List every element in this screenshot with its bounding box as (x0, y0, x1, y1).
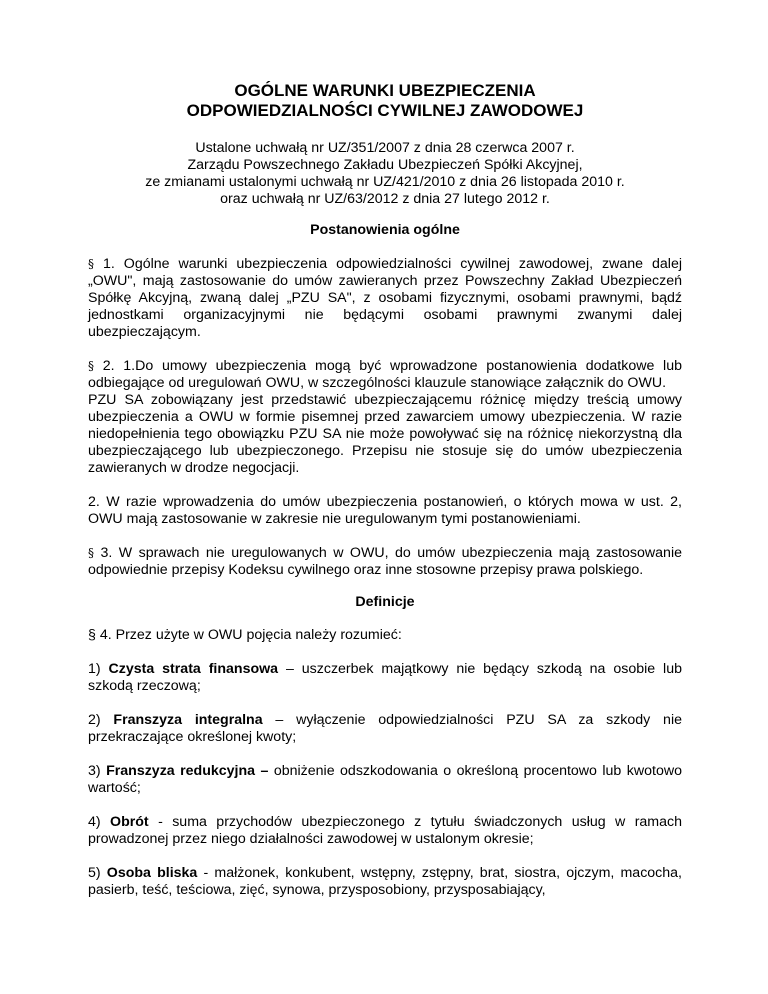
paragraph-3-text: 3. W sprawach nie uregulowanych w OWU, do umów ubezpieczenia mają zastosowanie odpowiednie przepisy Kodeksu cywilnego oraz inne stosowne przepisy prawa polskiego. (88, 545, 682, 578)
definition-item (88, 814, 682, 848)
definition-number: 1) (88, 661, 101, 677)
title-line-2: ODPOWIEDZIALNOŚCI CYWILNEJ ZAWODOWEJ (186, 101, 584, 120)
definition-text: obniżenie odszkodowania o określoną procentowo lub kwotowo wartość; (88, 763, 682, 796)
adoption-line-2: Zarządu Powszechnego Zakładu Ubezpieczeń Spółki Akcyjnej, (187, 157, 583, 173)
adoption-line-3: ze zmianami ustalonymi uchwałą nr UZ/421/2010 z dnia 26 listopada 2010 r. (145, 174, 625, 190)
definition-text: - małżonek, konkubent, wstępny, zstępny, brat, siostra, ojczym, macocha, pasierb, teść, teściowa, zięć, synowa, przysposobiony, przysposabiający, (88, 865, 682, 898)
definition-term: Obrót (110, 814, 149, 830)
section-symbol: § (88, 546, 94, 560)
heading-definitions: Definicje (355, 594, 415, 610)
adoption-line-4: oraz uchwałą nr UZ/63/2012 z dnia 27 lutego 2012 r. (220, 191, 550, 207)
definition-item (88, 661, 682, 695)
definition-term: Czysta strata finansowa (108, 661, 279, 677)
paragraph-3 (88, 545, 682, 579)
paragraph-2 (88, 358, 682, 477)
paragraph-2-continuation: PZU SA zobowiązany jest przedstawić ubezpieczającemu różnicę między treścią umowy ubezpieczenia a OWU w formie pisemnej przed zawarciem umowy ubezpieczenia. W razie niedopełnienia tego obowiązku PZU SA nie może powoływać się na różnicę niekorzystną dla ubezpieczającego lub ubezpieczonego. Przepisu nie stosuje się do umów ubezpieczenia zawieranych w drodze negocjacji. (88, 392, 682, 476)
paragraph-4: § 4. Przez użyte w OWU pojęcia należy rozumieć: (88, 627, 402, 643)
definition-item (88, 865, 682, 899)
document-title (88, 81, 682, 121)
paragraph-2-text: 2. 1.Do umowy ubezpieczenia mogą być wprowadzone postanowienia dodatkowe lub odbiegające od uregulowań OWU, w szczególności klauzule stanowiące załącznik do OWU. (88, 358, 682, 391)
definition-text: – wyłączenie odpowiedzialności PZU SA za szkody nie przekraczające określonej kwoty; (88, 712, 682, 745)
definition-text: – uszczerbek majątkowy nie będący szkodą na osobie lub szkodą rzeczową; (88, 661, 682, 694)
definition-number: 4) (88, 814, 101, 830)
paragraph-1 (88, 256, 682, 341)
title-line-1: OGÓLNE WARUNKI UBEZPIECZENIA (234, 81, 536, 100)
adoption-note (88, 140, 682, 208)
paragraph-2-point-2: 2. W razie wprowadzenia do umów ubezpieczenia postanowień, o których mowa w ust. 2, OWU mają zastosowanie w zakresie nie uregulowanym tymi postanowieniami. (88, 494, 682, 527)
definition-item (88, 763, 682, 797)
paragraph-1-text: 1. Ogólne warunki ubezpieczenia odpowiedzialności cywilnej zawodowej, zwane dalej „OWU", mają zastosowanie do umów zawieranych przez Powszechny Zakład Ubezpieczeń Spółkę Akcyjną, zwaną dalej „PZU SA", z osobami fizycznymi, osobami prawnymi, bądź jednostkami organizacyjnymi nie będącymi osobami prawnymi zwanymi dalej ubezpieczającym. (88, 256, 682, 340)
definition-term: Franszyza integralna (113, 712, 263, 728)
heading-general-provisions: Postanowienia ogólne (310, 222, 460, 238)
definition-term: Osoba bliska (106, 865, 198, 881)
definition-item (88, 712, 682, 746)
section-symbol: § (88, 257, 94, 271)
definition-text: - suma przychodów ubezpieczonego z tytułu świadczonych usług w ramach prowadzonej przez niego działalności zawodowej w ustalonym okresie; (88, 814, 682, 847)
section-symbol: § (88, 359, 94, 373)
adoption-line-1: Ustalone uchwałą nr UZ/351/2007 z dnia 28 czerwca 2007 r. (195, 140, 575, 156)
definition-number: 3) (88, 763, 101, 779)
definition-number: 2) (88, 712, 101, 728)
definition-term: Franszyza redukcyjna – (106, 763, 269, 779)
definition-number: 5) (88, 865, 101, 881)
